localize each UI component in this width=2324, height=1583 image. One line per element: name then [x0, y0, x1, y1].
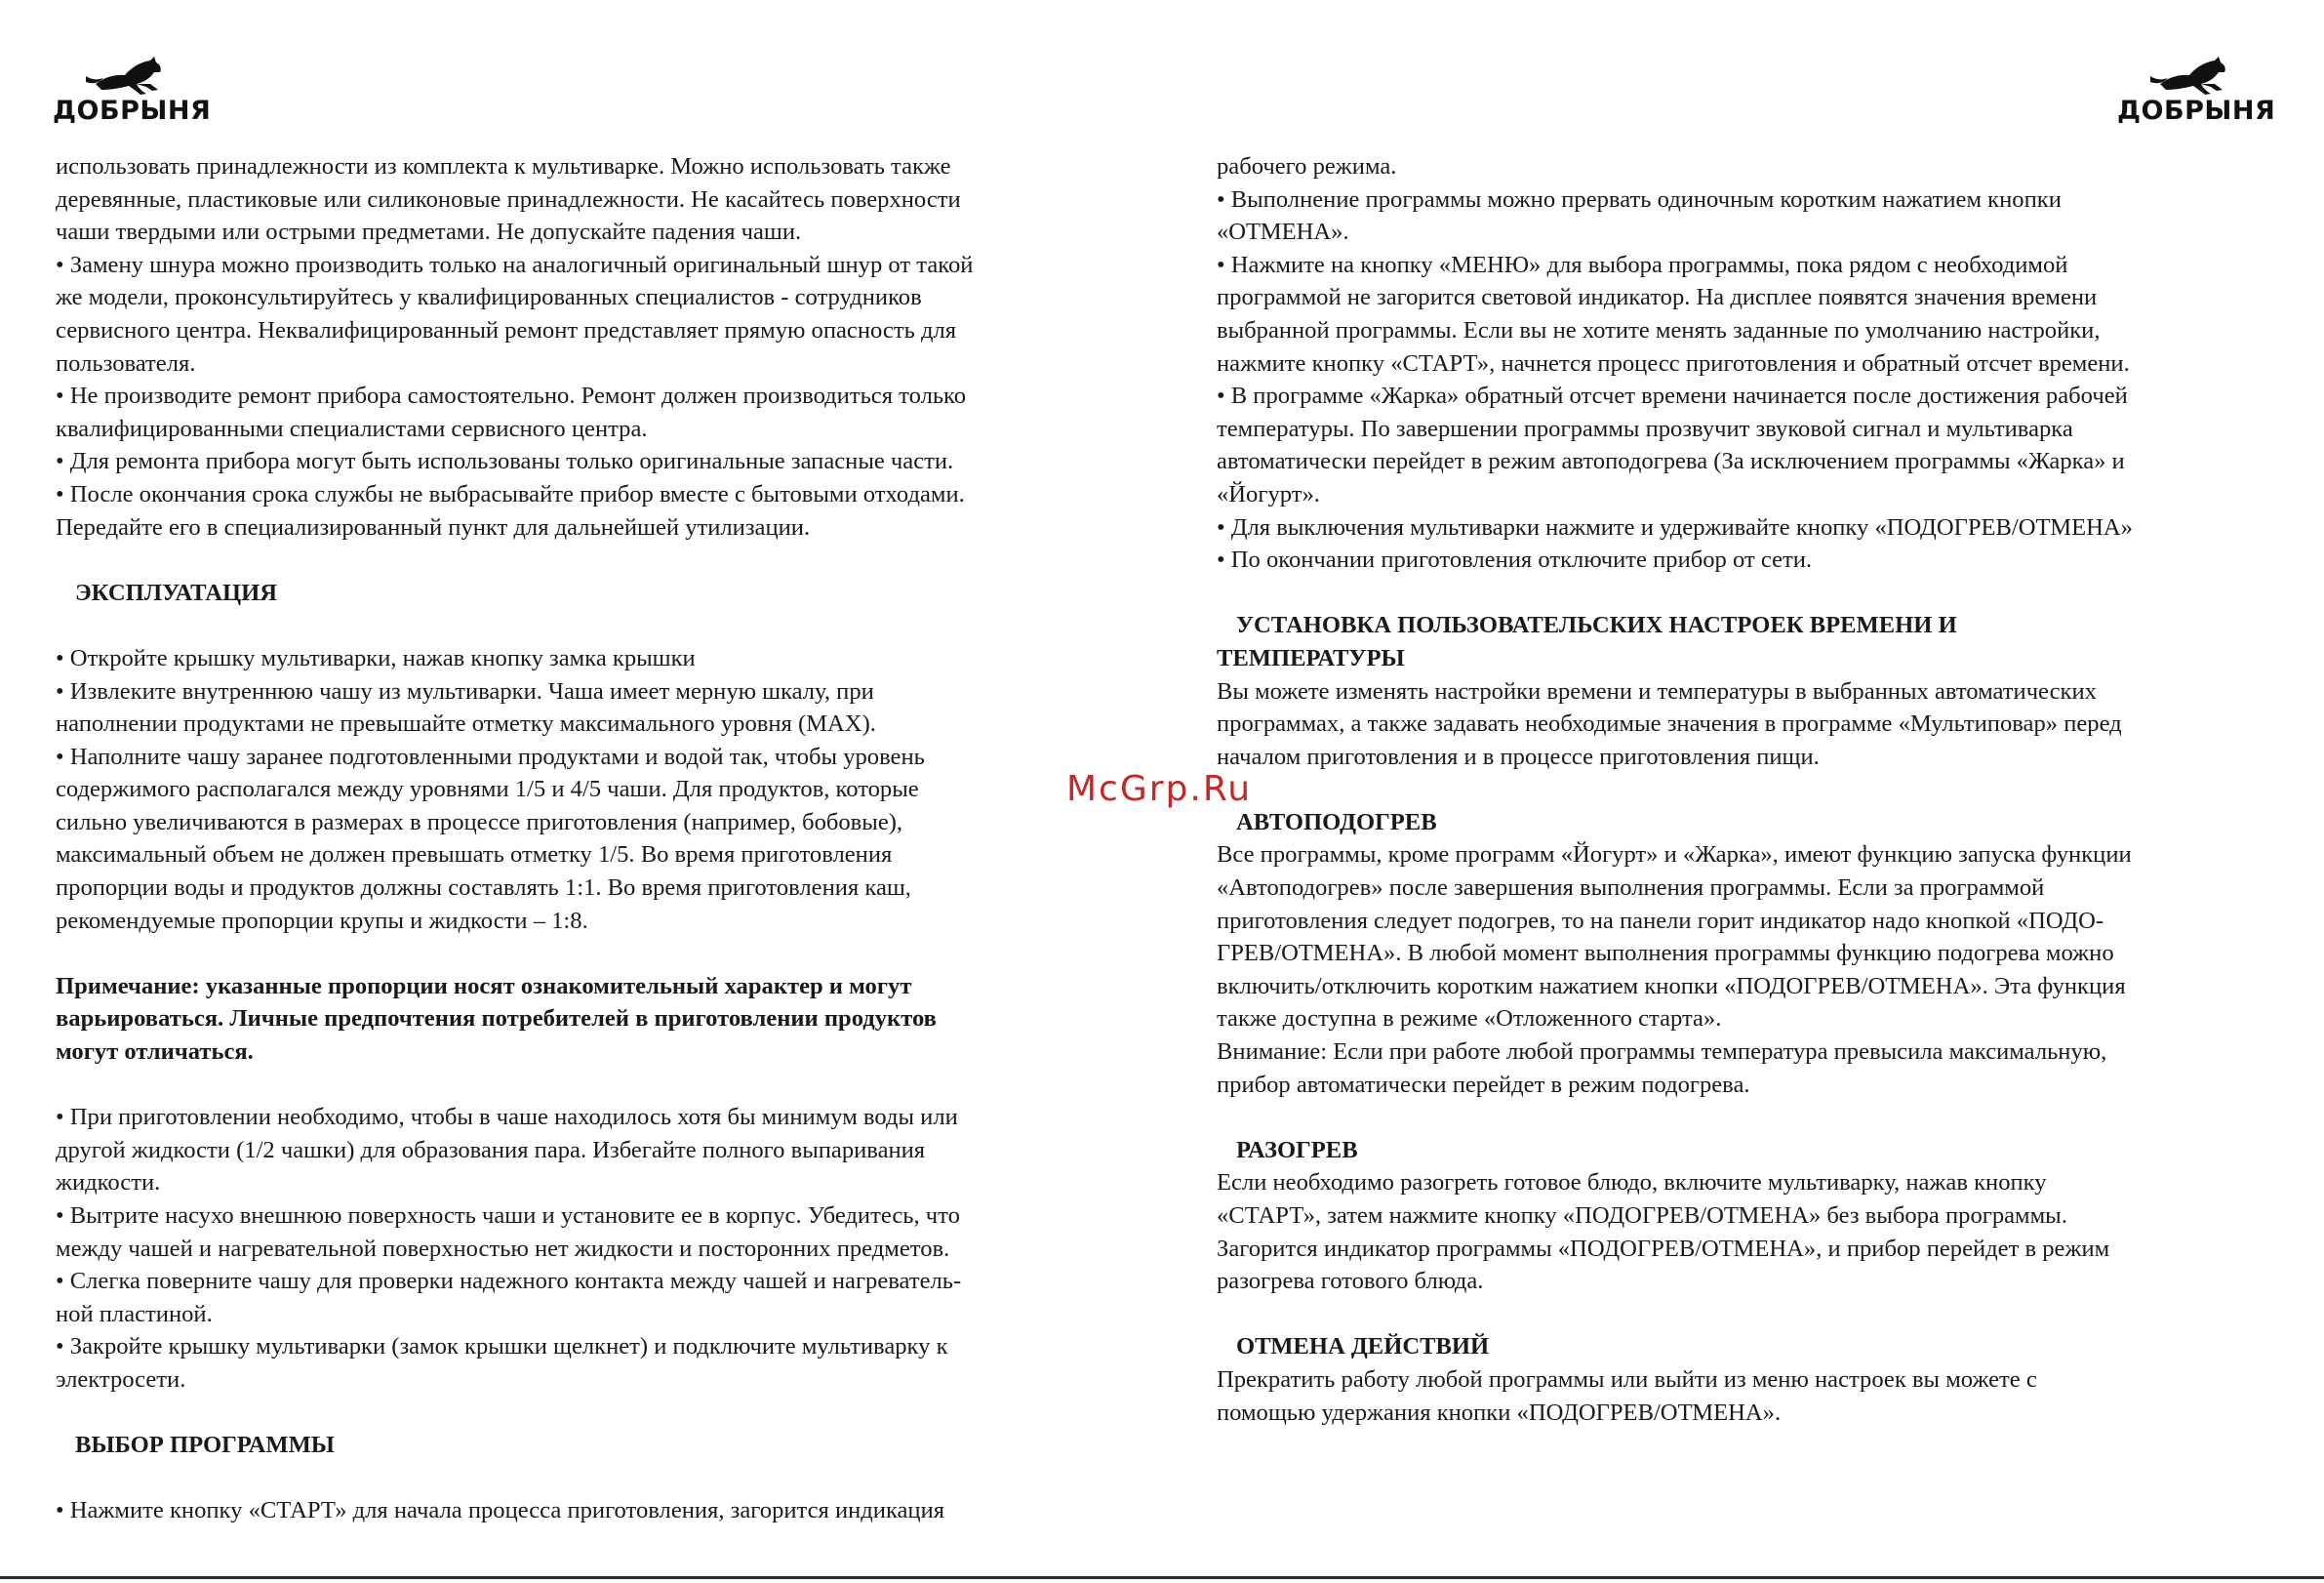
running-horse-icon — [82, 55, 180, 98]
text-line: «Автоподогрев» после завершения выполнения программы. Если за программой — [1217, 874, 2045, 902]
text-line: началом приготовления и в процессе приготовления пищи. — [1217, 743, 1820, 770]
text-line: помощью удержания кнопки «ПОДОГРЕВ/ОТМЕНА». — [1217, 1399, 1782, 1426]
text-line: • Выполнение программы можно прервать одиночным коротким нажатием кнопки — [1217, 185, 2062, 213]
note-line: Примечание: указанные пропорции носят ознакомительный характер и могут — [56, 972, 912, 999]
text-line: чаши твердыми или острыми предметами. Не допускайте падения чаши. — [56, 219, 802, 246]
program-continuation-section — [1217, 150, 2280, 577]
text-line: • При приготовлении необходимо, чтобы в чаше находилось хотя бы минимум воды или — [56, 1104, 958, 1131]
operation-section — [56, 642, 1109, 937]
text-line: • Для выключения мультиварки нажмите и удерживайте кнопку «ПОДОГРЕВ/ОТМЕНА» — [1217, 513, 2133, 541]
text-line: • Не производите ремонт прибора самостоятельно. Ремонт должен производиться только — [56, 383, 967, 410]
program-section — [56, 1494, 1109, 1527]
text-line: • Нажмите на кнопку «МЕНЮ» для выбора программы, пока рядом с необходимой — [1217, 251, 2068, 278]
text-line: наполнении продуктами не превышайте отметку максимального уровня (MAX). — [56, 710, 876, 738]
text-line: сервисного центра. Неквалифицированный ремонт представляет прямую опасность для — [56, 316, 957, 344]
text-line: сильно увеличиваются в размерах в процессе приготовления (например, бобовые), — [56, 808, 903, 835]
text-line: квалифицированными специалистами сервисного центра. — [56, 415, 648, 442]
bottom-rule — [0, 1576, 2324, 1579]
text-line: • Нажмите кнопку «СТАРТ» для начала процесса приготовления, загорится индикация — [56, 1497, 945, 1524]
text-line: приготовления следует подогрев, то на панели горит индикатор надо кнопкой «ПОДО- — [1217, 907, 2104, 934]
text-line: «СТАРТ», затем нажмите кнопку «ПОДОГРЕВ/ОТМЕНА» без выбора программы. — [1217, 1202, 2067, 1229]
text-line: «Йогурт». — [1217, 480, 1320, 507]
text-line: • После окончания срока службы не выбрасывайте прибор вместе с бытовыми отходами. — [56, 480, 965, 507]
text-line: температуры. По завершении программы прозвучит звуковой сигнал и мультиварка — [1217, 415, 2073, 442]
text-line: Вы можете изменять настройки времени и температуры в выбранных автоматических — [1217, 677, 2097, 705]
text-line: • Замену шнура можно производить только на аналогичный оригинальный шнур от такой — [56, 251, 974, 278]
text-line: электросети. — [56, 1365, 186, 1393]
text-line: пропорции воды и продуктов должны составлять 1:1. Во время приготовления каш, — [56, 874, 911, 902]
text-line: деревянные, пластиковые или силиконовые принадлежности. Не касайтесь поверхности — [56, 185, 961, 213]
text-line: использовать принадлежности из комплекта к мультиварке. Можно использовать также — [56, 153, 951, 180]
text-line: • Откройте крышку мультиварки, нажав кнопку замка крышки — [56, 644, 696, 671]
text-line: Если необходимо разогреть готовое блюдо, включите мультиварку, нажав кнопку — [1217, 1169, 2047, 1197]
text-line: ГРЕВ/ОТМЕНА». В любой момент выполнения программы функцию подогрева можно — [1217, 940, 2114, 967]
text-line: Загорится индикатор программы «ПОДОГРЕВ/ОТМЕНА», и прибор перейдет в режим — [1217, 1235, 2110, 1262]
section-heading-operation: ЭКСПЛУАТАЦИЯ — [75, 579, 278, 606]
brand-logo-right — [2117, 55, 2276, 126]
text-line: • В программе «Жарка» обратный отсчет времени начинается после достижения рабочей — [1217, 383, 2128, 410]
reheat-section — [1217, 1166, 2280, 1297]
note-line: могут отличаться. — [56, 1038, 254, 1066]
logo-text: ДОБРЫНЯ — [2117, 96, 2276, 126]
text-line: • Закройте крышку мультиварки (замок крышки щелкнет) и подключите мультиварку к — [56, 1333, 948, 1360]
text-line: автоматически перейдет в режим автоподогрева (За исключением программы «Жарка» и — [1217, 448, 2125, 475]
settings-section — [1217, 675, 2280, 774]
running-horse-icon — [2146, 55, 2244, 98]
text-line: • Вытрите насухо внешнюю поверхность чаши и установите ее в корпус. Убедитесь, что — [56, 1202, 960, 1229]
text-line: программой не загорится световой индикатор. На дисплее появятся значения времени — [1217, 284, 2098, 311]
text-line: содержимого располагался между уровнями 1/5 и 4/5 чаши. Для продуктов, которые — [56, 776, 919, 803]
preparation-section — [56, 1101, 1109, 1396]
text-line: пользователя. — [56, 349, 196, 377]
section-heading-autoheat: АВТОПОДОГРЕВ — [1236, 808, 1437, 835]
text-line: программах, а также задавать необходимые значения в программе «Мультиповар» перед — [1217, 710, 2122, 738]
text-line: нажмите кнопку «СТАРТ», начнется процесс приготовления и обратный отсчет времени. — [1217, 349, 2130, 377]
text-line: • Наполните чашу заранее подготовленными продуктами и водой так, чтобы уровень — [56, 743, 925, 770]
text-line: прибор автоматически перейдет в режим подогрева. — [1217, 1071, 1750, 1098]
left-column — [56, 150, 1109, 1527]
text-line: Прекратить работу любой программы или выйти из меню настроек вы можете с — [1217, 1365, 2037, 1393]
text-line: рабочего режима. — [1217, 153, 1397, 180]
text-line: включить/отключить коротким нажатием кнопки «ПОДОГРЕВ/ОТМЕНА». Эта функция — [1217, 972, 2126, 999]
text-line: Все программы, кроме программ «Йогурт» и «Жарка», имеют функцию запуска функции — [1217, 841, 2132, 869]
text-line: Внимание: Если при работе любой программы температура превысила максимальную, — [1217, 1038, 2107, 1066]
text-line: • По окончании приготовления отключите прибор от сети. — [1217, 547, 1813, 574]
text-line: же модели, проконсультируйтесь у квалифицированных специалистов - сотрудников — [56, 284, 922, 311]
brand-logo-left — [53, 55, 212, 126]
text-line: разогрева готового блюда. — [1217, 1268, 1484, 1295]
intro-section — [56, 150, 1109, 544]
right-column — [1217, 150, 2280, 1429]
text-line: Передайте его в специализированный пункт для дальнейшей утилизации. — [56, 513, 811, 541]
section-heading-cancel: ОТМЕНА ДЕЙСТВИЙ — [1236, 1333, 1490, 1360]
text-line: • Для ремонта прибора могут быть использованы только оригинальные запасные части. — [56, 448, 954, 475]
text-line: также доступна в режиме «Отложенного старта». — [1217, 1005, 1722, 1033]
note-line: варьироваться. Личные предпочтения потребителей в приготовлении продуктов — [56, 1005, 937, 1033]
section-heading-settings: УСТАНОВКА ПОЛЬЗОВАТЕЛЬСКИХ НАСТРОЕК ВРЕМЕНИ И — [1236, 612, 1957, 639]
cancel-section — [1217, 1363, 2280, 1429]
text-line: ной пластиной. — [56, 1300, 213, 1327]
text-line: • Извлеките внутреннюю чашу из мультиварки. Чаша имеет мерную шкалу, при — [56, 677, 874, 705]
text-line: «ОТМЕНА». — [1217, 219, 1349, 246]
note-section — [56, 970, 1109, 1069]
text-line: максимальный объем не должен превышать отметку 1/5. Во время приготовления — [56, 841, 893, 869]
logo-text: ДОБРЫНЯ — [53, 96, 212, 126]
text-line: жидкости. — [56, 1169, 161, 1197]
text-line: • Слегка поверните чашу для проверки надежного контакта между чашей и нагреватель- — [56, 1268, 962, 1295]
section-heading-reheat: РАЗОГРЕВ — [1236, 1136, 1358, 1163]
text-line: между чашей и нагревательной поверхностью нет жидкости и посторонних предметов. — [56, 1235, 950, 1262]
text-line: другой жидкости (1/2 чашки) для образования пара. Избегайте полного выпаривания — [56, 1136, 926, 1163]
autoheat-section — [1217, 838, 2280, 1101]
text-line: рекомендуемые пропорции крупы и жидкости – 1:8. — [56, 907, 588, 934]
section-heading-settings-cont: ТЕМПЕРАТУРЫ — [1217, 644, 1405, 671]
watermark: McGrp.Ru — [1066, 769, 1253, 809]
section-heading-program: ВЫБОР ПРОГРАММЫ — [75, 1432, 335, 1459]
text-line: выбранной программы. Если вы не хотите менять заданные по умолчанию настройки, — [1217, 316, 2101, 344]
